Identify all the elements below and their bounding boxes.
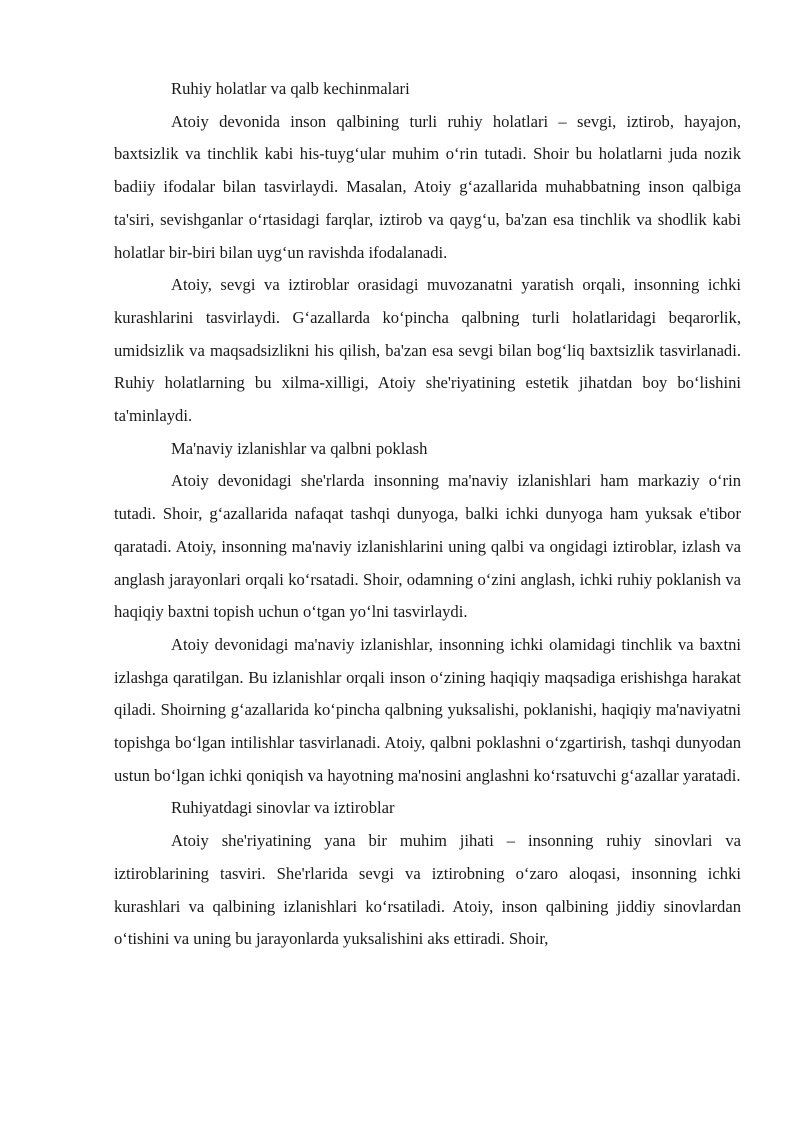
paragraph: Atoiy, sevgi va iztiroblar orasidagi muvozanatni yaratish orqali, insonning ichki kurashlarini tasvirlaydi. G‘azallarda ko‘pincha qalbning turli holatlaridagi beqarorlik, umidsizlik va maqsadsizlikni his qilish, ba'zan esa sevgi bilan bog‘liq baxtsizlik tasvirlanadi. Ruhiy holatlarning bu xilma-xilligi, Atoiy she'riyatining estetik jihatdan boy bo‘lishini ta'minlaydi.	[114, 275, 741, 426]
section-heading-ruhiyatdagi-sinovlar: Ruhiyatdagi sinovlar va iztiroblar	[171, 798, 395, 818]
paragraph: Atoiy she'riyatining yana bir muhim jihati – insonning ruhiy sinovlari va iztiroblarining tasviri. She'rlarida sevgi va iztirobning o‘zaro aloqasi, insonning ichki kurashlari va qalbining izlanishlari ko‘rsatiladi. Atoiy, inson qalbining jiddiy sinovlardan o‘tishini va uning bu jarayonlarda yuksalishini aks ettiradi. Shoir,	[114, 831, 741, 949]
document-body	[114, 73, 741, 956]
section-heading-ruhiy-holatlar: Ruhiy holatlar va qalb kechinmalari	[171, 79, 410, 98]
section-heading-manaviy-izlanishlar: Ma'naviy izlanishlar va qalbni poklash	[171, 438, 428, 458]
paragraph: Atoiy devonidagi ma'naviy izlanishlar, insonning ichki olamidagi tinchlik va baxtni izlashga qaratilgan. Bu izlanishlar orqali inson o‘zining haqiqiy maqsadiga erishishga harakat qiladi. Shoirning g‘azallarida ko‘pincha qalbning yuksalishi, poklanishi, haqiqiy ma'naviyatni topishga bo‘lgan intilishlar tasvirlanadi. Atoiy, qalbni poklashni o‘zgartirish, tashqi dunyodan ustun bo‘lgan ichki qoniqish va hayotning ma'nosini anglashni ko‘rsatuvchi g‘azallar yaratadi.	[114, 634, 741, 785]
paragraph: Atoiy devonida inson qalbining turli ruhiy holatlari – sevgi, iztirob, hayajon, baxtsizlik va tinchlik kabi his-tuyg‘ular muhim o‘rin tutadi. Shoir bu holatlarni juda nozik badiiy ifodalar bilan tasvirlaydi. Masalan, Atoiy g‘azallarida muhabbatning inson qalbiga ta'siri, sevishganlar o‘rtasidagi farqlar, iztirob va qayg‘u, ba'zan esa tinchlik va shodlik kabi holatlar bir-biri bilan uyg‘un ravishda ifodalanadi.	[114, 111, 741, 262]
paragraph: Atoiy devonidagi she'rlarda insonning ma'naviy izlanishlari ham markaziy o‘rin tutadi. Shoir, g‘azallarida nafaqat tashqi dunyoga, balki ichki dunyoga ham yuksak e'tibor qaratadi. Atoiy, insonning ma'naviy izlanishlarini uning qalbi va ongidagi iztiroblar, izlash va anglash jarayonlari orqali ko‘rsatadi. Shoir, odamning o‘zini anglash, ichki ruhiy poklanish va haqiqiy baxtni topish uchun o‘tgan yo‘lni tasvirlaydi.	[114, 471, 741, 622]
